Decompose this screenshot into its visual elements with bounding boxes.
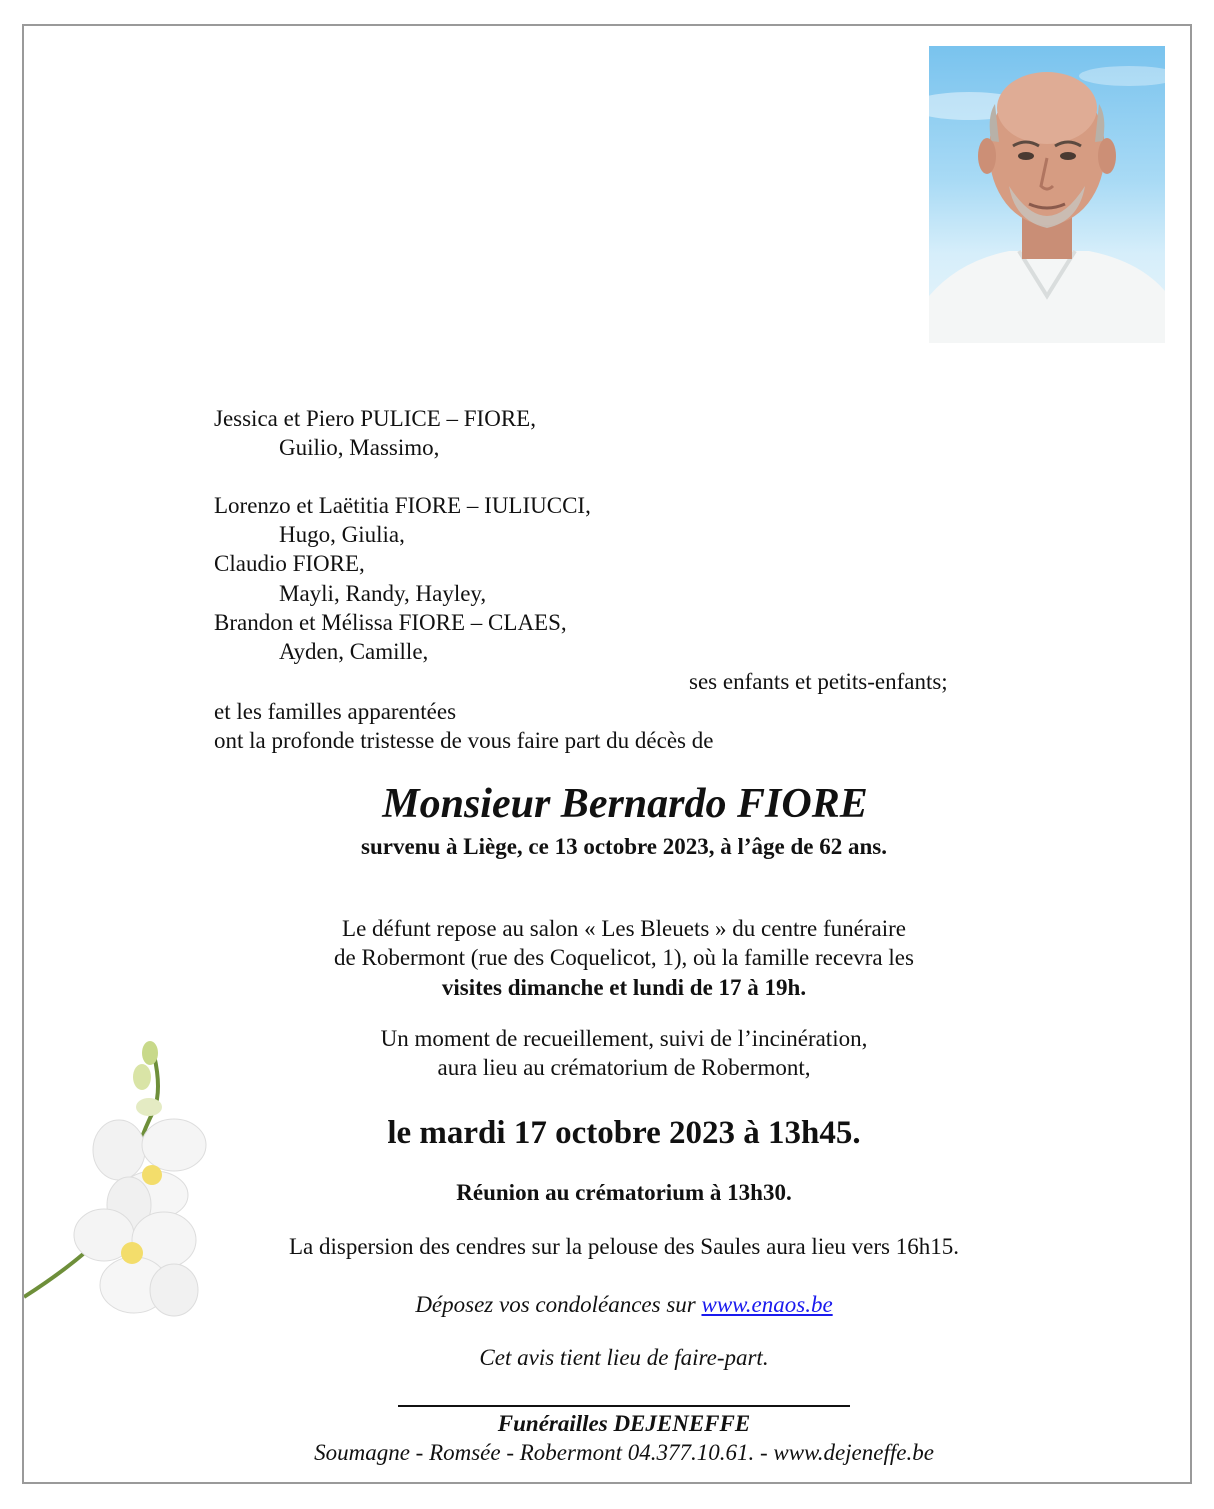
family-line: Jessica et Piero PULICE – FIORE, — [214, 406, 536, 431]
announcement-line: ont la profonde tristesse de vous faire part du décès de — [214, 728, 714, 753]
condolences-prefix: Déposez vos condoléances sur — [415, 1292, 702, 1317]
relatives-line: et les familles apparentées — [214, 699, 457, 724]
company-contact: Soumagne - Romsée - Robermont 04.377.10.61. - www.dejeneffe.be — [314, 1440, 934, 1465]
family-line: Ayden, Camille, — [279, 639, 429, 664]
funeral-company: Funérailles DEJENEFFE — [497, 1411, 751, 1436]
meeting-time: Réunion au crématorium à 13h30. — [456, 1180, 792, 1205]
deceased-details: survenu à Liège, ce 13 octobre 2023, à l’âge de 62 ans. — [361, 834, 887, 859]
deceased-name: Monsieur Bernardo FIORE — [382, 781, 868, 827]
ceremony-line: aura lieu au crématorium de Robermont, — [437, 1055, 811, 1080]
ceremony-date: le mardi 17 octobre 2023 à 13h45. — [387, 1115, 861, 1151]
family-line: Guilio, Massimo, — [279, 435, 440, 460]
footer-divider — [398, 1405, 850, 1407]
bud — [142, 1041, 158, 1065]
family-line: Mayli, Randy, Hayley, — [279, 581, 487, 606]
family-line: Lorenzo et Laëtitia FIORE – IULIUCCI, — [214, 493, 591, 518]
family-line: Hugo, Giulia, — [279, 522, 405, 547]
visit-line: de Robermont (rue des Coquelicot, 1), où la famille recevra les — [334, 945, 914, 970]
family-line: Brandon et Mélissa FIORE – CLAES, — [214, 610, 567, 635]
ceremony-line: Un moment de recueillement, suivi de l’incinération, — [380, 1026, 868, 1051]
bud — [133, 1064, 151, 1090]
dispersion-line: La dispersion des cendres sur la pelouse des Saules aura lieu vers 16h15. — [288, 1234, 959, 1259]
notice-line: Cet avis tient lieu de faire-part. — [479, 1345, 769, 1370]
family-relation: ses enfants et petits-enfants; — [689, 669, 948, 694]
condolences-link[interactable]: www.enaos.be — [701, 1292, 833, 1317]
family-line: Claudio FIORE, — [214, 551, 365, 576]
orchid-decoration — [24, 1035, 264, 1335]
visit-line: Le défunt repose au salon « Les Bleuets » du centre funéraire — [342, 916, 906, 941]
bud — [136, 1098, 162, 1116]
portrait-photo — [929, 46, 1165, 343]
visit-hours: visites dimanche et lundi de 17 à 19h. — [441, 975, 807, 1000]
